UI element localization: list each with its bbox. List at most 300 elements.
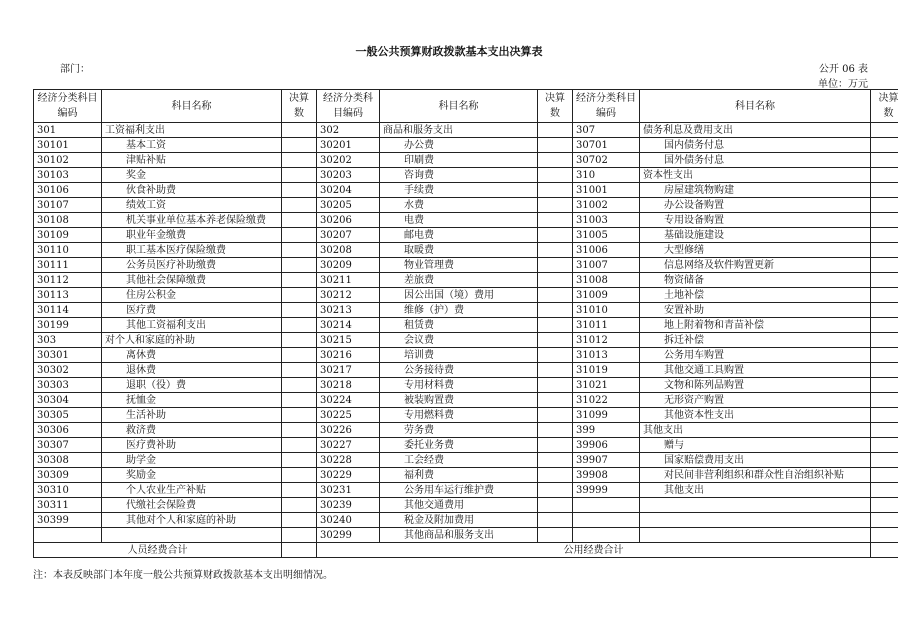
amount-cell-1 (282, 453, 317, 468)
amount-cell-2 (538, 333, 573, 348)
header-code-3: 经济分类科目编码 (573, 90, 640, 123)
amount-cell-2 (538, 138, 573, 153)
code-cell-2: 30299 (317, 528, 380, 543)
name-cell-3: 无形资产购置 (640, 393, 871, 408)
table-note: 注：本表反映部门本年度一般公共预算财政拨款基本支出明细情况。 (33, 570, 333, 581)
name-cell-2: 印刷费 (380, 153, 538, 168)
name-cell-3: 其他支出 (640, 423, 871, 438)
code-cell-3: 30701 (573, 138, 640, 153)
amount-cell-2 (538, 363, 573, 378)
name-cell-2: 税金及附加费用 (380, 513, 538, 528)
code-cell-1: 30101 (34, 138, 102, 153)
name-cell-2: 租赁费 (380, 318, 538, 333)
name-cell-1: 代缴社会保险费 (102, 498, 282, 513)
amount-cell-1 (282, 183, 317, 198)
amount-cell-3 (871, 138, 898, 153)
amount-cell-2 (538, 453, 573, 468)
amount-cell-3 (871, 273, 898, 288)
table-row (34, 423, 898, 438)
code-cell-3: 31099 (573, 408, 640, 423)
name-cell-2: 专用材料费 (380, 378, 538, 393)
name-cell-1 (102, 528, 282, 543)
table-row (34, 348, 898, 363)
code-cell-2: 30225 (317, 408, 380, 423)
table-row (34, 168, 898, 183)
name-cell-1: 机关事业单位基本养老保险缴费 (102, 213, 282, 228)
code-cell-1: 30306 (34, 423, 102, 438)
amount-cell-2 (538, 408, 573, 423)
code-cell-2: 30224 (317, 393, 380, 408)
table-row (34, 318, 898, 333)
code-cell-1: 30102 (34, 153, 102, 168)
code-cell-2: 30209 (317, 258, 380, 273)
code-cell-2: 30214 (317, 318, 380, 333)
table-row (34, 468, 898, 483)
header-amount-1: 决算数 (282, 90, 317, 123)
code-cell-2: 30228 (317, 453, 380, 468)
code-cell-1: 30106 (34, 183, 102, 198)
table-row (34, 438, 898, 453)
table-row (34, 123, 898, 138)
amount-cell-1 (282, 138, 317, 153)
name-cell-3: 大型修缮 (640, 243, 871, 258)
code-cell-1: 30310 (34, 483, 102, 498)
name-cell-2: 维修（护）费 (380, 303, 538, 318)
name-cell-3: 其他资本性支出 (640, 408, 871, 423)
amount-cell-1 (282, 513, 317, 528)
code-cell-2: 30215 (317, 333, 380, 348)
name-cell-2: 商品和服务支出 (380, 123, 538, 138)
amount-cell-3 (871, 243, 898, 258)
name-cell-3: 安置补助 (640, 303, 871, 318)
name-cell-2: 手续费 (380, 183, 538, 198)
table-row (34, 378, 898, 393)
code-cell-2: 30204 (317, 183, 380, 198)
code-cell-1: 30301 (34, 348, 102, 363)
code-cell-2: 30211 (317, 273, 380, 288)
amount-cell-1 (282, 228, 317, 243)
name-cell-3: 物资储备 (640, 273, 871, 288)
code-cell-2: 30208 (317, 243, 380, 258)
amount-cell-2 (538, 183, 573, 198)
code-cell-3: 31005 (573, 228, 640, 243)
name-cell-2: 取暖费 (380, 243, 538, 258)
amount-cell-1 (282, 288, 317, 303)
table-row (34, 333, 898, 348)
name-cell-1: 奖金 (102, 168, 282, 183)
amount-cell-2 (538, 228, 573, 243)
name-cell-1: 助学金 (102, 453, 282, 468)
amount-cell-3 (871, 198, 898, 213)
header-amount-2: 决算数 (538, 90, 573, 123)
code-cell-1: 30108 (34, 213, 102, 228)
amount-cell-3 (871, 153, 898, 168)
name-cell-1: 退职（役）费 (102, 378, 282, 393)
code-cell-3 (573, 528, 640, 543)
code-cell-3: 31003 (573, 213, 640, 228)
table-row (34, 303, 898, 318)
name-cell-1: 其他对个人和家庭的补助 (102, 513, 282, 528)
amount-cell-3 (871, 123, 898, 138)
name-cell-1: 绩效工资 (102, 198, 282, 213)
amount-cell-1 (282, 348, 317, 363)
amount-cell-3 (871, 333, 898, 348)
name-cell-2: 其他交通费用 (380, 498, 538, 513)
code-cell-3: 31001 (573, 183, 640, 198)
code-cell-1: 30110 (34, 243, 102, 258)
name-cell-3: 公务用车购置 (640, 348, 871, 363)
table-row (34, 228, 898, 243)
name-cell-1: 工资福利支出 (102, 123, 282, 138)
code-cell-2: 302 (317, 123, 380, 138)
name-cell-3: 债务利息及费用支出 (640, 123, 871, 138)
table-row (34, 288, 898, 303)
code-cell-3: 39906 (573, 438, 640, 453)
code-cell-2: 30240 (317, 513, 380, 528)
amount-cell-3 (871, 168, 898, 183)
code-cell-3: 31006 (573, 243, 640, 258)
table-row (34, 408, 898, 423)
code-cell-2: 30229 (317, 468, 380, 483)
name-cell-3: 对民间非营利组织和群众性自治组织补贴 (640, 468, 871, 483)
name-cell-2: 水费 (380, 198, 538, 213)
amount-cell-2 (538, 258, 573, 273)
name-cell-1: 其他社会保障缴费 (102, 273, 282, 288)
table-row (34, 258, 898, 273)
code-cell-3: 31009 (573, 288, 640, 303)
name-cell-1: 对个人和家庭的补助 (102, 333, 282, 348)
code-cell-1: 30307 (34, 438, 102, 453)
amount-cell-1 (282, 408, 317, 423)
amount-cell-2 (538, 123, 573, 138)
name-cell-3 (640, 528, 871, 543)
amount-cell-2 (538, 498, 573, 513)
name-cell-3: 国内债务付息 (640, 138, 871, 153)
code-cell-1: 303 (34, 333, 102, 348)
code-cell-3 (573, 498, 640, 513)
name-cell-2: 公务接待费 (380, 363, 538, 378)
name-cell-1: 离休费 (102, 348, 282, 363)
amount-cell-1 (282, 198, 317, 213)
amount-cell-3 (871, 408, 898, 423)
code-cell-2: 30239 (317, 498, 380, 513)
name-cell-1: 医疗费补助 (102, 438, 282, 453)
code-cell-2: 30213 (317, 303, 380, 318)
name-cell-2: 劳务费 (380, 423, 538, 438)
amount-cell-3 (871, 303, 898, 318)
personnel-total-label: 人员经费合计 (34, 543, 282, 558)
code-cell-1: 30311 (34, 498, 102, 513)
amount-cell-1 (282, 393, 317, 408)
name-cell-1: 职业年金缴费 (102, 228, 282, 243)
name-cell-2: 咨询费 (380, 168, 538, 183)
table-row (34, 453, 898, 468)
amount-cell-3 (871, 318, 898, 333)
code-cell-2: 30226 (317, 423, 380, 438)
amount-cell-3 (871, 483, 898, 498)
amount-cell-3 (871, 393, 898, 408)
code-cell-3: 31011 (573, 318, 640, 333)
unit-label: 单位：万元 (818, 79, 868, 90)
table-row (34, 513, 898, 528)
name-cell-1: 退休费 (102, 363, 282, 378)
name-cell-3: 信息网络及软件购置更新 (640, 258, 871, 273)
code-cell-3: 310 (573, 168, 640, 183)
header-amount-3: 决算数 (871, 90, 898, 123)
public-total-label: 公用经费合计 (317, 543, 871, 558)
header-code-1: 经济分类科目编码 (34, 90, 102, 123)
code-cell-3: 31012 (573, 333, 640, 348)
code-cell-3: 31022 (573, 393, 640, 408)
table-row (34, 243, 898, 258)
amount-cell-1 (282, 318, 317, 333)
name-cell-2: 培训费 (380, 348, 538, 363)
name-cell-3: 房屋建筑物购建 (640, 183, 871, 198)
code-cell-1: 30111 (34, 258, 102, 273)
name-cell-1: 职工基本医疗保险缴费 (102, 243, 282, 258)
code-cell-2: 30216 (317, 348, 380, 363)
expenditure-table (33, 89, 898, 558)
amount-cell-3 (871, 183, 898, 198)
table-row (34, 183, 898, 198)
name-cell-3: 文物和陈列品购置 (640, 378, 871, 393)
amount-cell-1 (282, 213, 317, 228)
amount-cell-2 (538, 318, 573, 333)
name-cell-3: 拆迁补偿 (640, 333, 871, 348)
name-cell-3: 基础设施建设 (640, 228, 871, 243)
name-cell-3 (640, 498, 871, 513)
amount-cell-3 (871, 513, 898, 528)
code-cell-1: 30109 (34, 228, 102, 243)
name-cell-2: 被装购置费 (380, 393, 538, 408)
name-cell-2: 差旅费 (380, 273, 538, 288)
amount-cell-1 (282, 303, 317, 318)
amount-cell-2 (538, 303, 573, 318)
amount-cell-2 (538, 153, 573, 168)
header-code-2: 经济分类科目编码 (317, 90, 380, 123)
amount-cell-1 (282, 258, 317, 273)
amount-cell-2 (538, 213, 573, 228)
amount-cell-1 (282, 483, 317, 498)
code-cell-2: 30202 (317, 153, 380, 168)
amount-cell-2 (538, 198, 573, 213)
code-cell-1: 30308 (34, 453, 102, 468)
amount-cell-1 (282, 123, 317, 138)
name-cell-1: 个人农业生产补贴 (102, 483, 282, 498)
name-cell-2: 专用燃料费 (380, 408, 538, 423)
code-cell-1: 30199 (34, 318, 102, 333)
amount-cell-2 (538, 393, 573, 408)
name-cell-1: 救济费 (102, 423, 282, 438)
name-cell-2: 会议费 (380, 333, 538, 348)
code-cell-3: 39907 (573, 453, 640, 468)
code-cell-1: 30112 (34, 273, 102, 288)
amount-cell-3 (871, 228, 898, 243)
amount-cell-2 (538, 528, 573, 543)
code-cell-3: 307 (573, 123, 640, 138)
header-name-2: 科目名称 (380, 90, 538, 123)
code-cell-1: 30399 (34, 513, 102, 528)
name-cell-1: 住房公积金 (102, 288, 282, 303)
name-cell-1: 生活补助 (102, 408, 282, 423)
name-cell-3: 其他支出 (640, 483, 871, 498)
public-total-value (871, 543, 898, 558)
table-row (34, 483, 898, 498)
name-cell-2: 物业管理费 (380, 258, 538, 273)
code-cell-2: 30207 (317, 228, 380, 243)
name-cell-1: 医疗费 (102, 303, 282, 318)
name-cell-1: 其他工资福利支出 (102, 318, 282, 333)
name-cell-3: 其他交通工具购置 (640, 363, 871, 378)
amount-cell-1 (282, 168, 317, 183)
amount-cell-3 (871, 348, 898, 363)
code-cell-3: 31002 (573, 198, 640, 213)
name-cell-2: 委托业务费 (380, 438, 538, 453)
name-cell-3: 赠与 (640, 438, 871, 453)
amount-cell-1 (282, 423, 317, 438)
header-name-3: 科目名称 (640, 90, 871, 123)
amount-cell-3 (871, 258, 898, 273)
amount-cell-2 (538, 438, 573, 453)
code-cell-1: 30303 (34, 378, 102, 393)
personnel-total-value (282, 543, 317, 558)
amount-cell-2 (538, 483, 573, 498)
name-cell-2: 其他商品和服务支出 (380, 528, 538, 543)
totals-row (34, 543, 898, 558)
amount-cell-1 (282, 498, 317, 513)
code-cell-1 (34, 528, 102, 543)
name-cell-3: 办公设备购置 (640, 198, 871, 213)
name-cell-3: 专用设备购置 (640, 213, 871, 228)
code-cell-3: 31010 (573, 303, 640, 318)
table-row (34, 528, 898, 543)
name-cell-2: 福利费 (380, 468, 538, 483)
amount-cell-1 (282, 363, 317, 378)
code-cell-2: 30212 (317, 288, 380, 303)
code-cell-3: 31019 (573, 363, 640, 378)
name-cell-1: 伙食补助费 (102, 183, 282, 198)
code-cell-3: 30702 (573, 153, 640, 168)
table-row (34, 138, 898, 153)
code-cell-2: 30217 (317, 363, 380, 378)
name-cell-3: 地上附着物和青苗补偿 (640, 318, 871, 333)
amount-cell-3 (871, 213, 898, 228)
table-row (34, 363, 898, 378)
amount-cell-3 (871, 378, 898, 393)
code-cell-3: 39908 (573, 468, 640, 483)
code-cell-3: 31008 (573, 273, 640, 288)
code-cell-3: 31007 (573, 258, 640, 273)
amount-cell-2 (538, 423, 573, 438)
name-cell-2: 工会经费 (380, 453, 538, 468)
amount-cell-1 (282, 378, 317, 393)
code-cell-2: 30205 (317, 198, 380, 213)
amount-cell-2 (538, 168, 573, 183)
amount-cell-3 (871, 468, 898, 483)
table-row (34, 198, 898, 213)
table-row (34, 393, 898, 408)
code-cell-2: 30231 (317, 483, 380, 498)
amount-cell-2 (538, 288, 573, 303)
amount-cell-1 (282, 468, 317, 483)
table-body (34, 123, 898, 543)
code-cell-2: 30227 (317, 438, 380, 453)
name-cell-3: 国家赔偿费用支出 (640, 453, 871, 468)
code-cell-3: 399 (573, 423, 640, 438)
code-cell-2: 30218 (317, 378, 380, 393)
name-cell-1: 奖励金 (102, 468, 282, 483)
amount-cell-3 (871, 363, 898, 378)
name-cell-2: 公务用车运行维护费 (380, 483, 538, 498)
table-row (34, 273, 898, 288)
code-cell-2: 30201 (317, 138, 380, 153)
amount-cell-2 (538, 243, 573, 258)
amount-cell-3 (871, 423, 898, 438)
department-label: 部门： (60, 64, 90, 75)
code-cell-1: 30302 (34, 363, 102, 378)
amount-cell-2 (538, 378, 573, 393)
name-cell-2: 邮电费 (380, 228, 538, 243)
name-cell-1: 公务员医疗补助缴费 (102, 258, 282, 273)
amount-cell-2 (538, 513, 573, 528)
table-row (34, 153, 898, 168)
code-cell-1: 30114 (34, 303, 102, 318)
amount-cell-2 (538, 468, 573, 483)
name-cell-2: 办公费 (380, 138, 538, 153)
table-row (34, 213, 898, 228)
code-cell-2: 30203 (317, 168, 380, 183)
code-cell-3: 39999 (573, 483, 640, 498)
code-cell-1: 30103 (34, 168, 102, 183)
amount-cell-1 (282, 333, 317, 348)
code-cell-1: 30107 (34, 198, 102, 213)
amount-cell-1 (282, 243, 317, 258)
name-cell-3: 资本性支出 (640, 168, 871, 183)
amount-cell-1 (282, 273, 317, 288)
amount-cell-1 (282, 438, 317, 453)
form-id: 公开 06 表 (818, 64, 868, 75)
code-cell-1: 30309 (34, 468, 102, 483)
amount-cell-3 (871, 528, 898, 543)
name-cell-1: 基本工资 (102, 138, 282, 153)
name-cell-2: 因公出国（境）费用 (380, 288, 538, 303)
name-cell-1: 津贴补贴 (102, 153, 282, 168)
page-title: 一般公共预算财政拨款基本支出决算表 (355, 45, 543, 58)
code-cell-3: 31013 (573, 348, 640, 363)
name-cell-3 (640, 513, 871, 528)
amount-cell-3 (871, 438, 898, 453)
code-cell-3: 31021 (573, 378, 640, 393)
name-cell-1: 抚恤金 (102, 393, 282, 408)
header-name-1: 科目名称 (102, 90, 282, 123)
code-cell-1: 30304 (34, 393, 102, 408)
amount-cell-3 (871, 453, 898, 468)
amount-cell-3 (871, 498, 898, 513)
table-header-row (34, 90, 898, 123)
code-cell-3 (573, 513, 640, 528)
amount-cell-3 (871, 288, 898, 303)
code-cell-2: 30206 (317, 213, 380, 228)
table-row (34, 498, 898, 513)
code-cell-1: 30305 (34, 408, 102, 423)
amount-cell-1 (282, 153, 317, 168)
code-cell-1: 301 (34, 123, 102, 138)
name-cell-2: 电费 (380, 213, 538, 228)
amount-cell-2 (538, 348, 573, 363)
amount-cell-2 (538, 273, 573, 288)
name-cell-3: 土地补偿 (640, 288, 871, 303)
name-cell-3: 国外债务付息 (640, 153, 871, 168)
